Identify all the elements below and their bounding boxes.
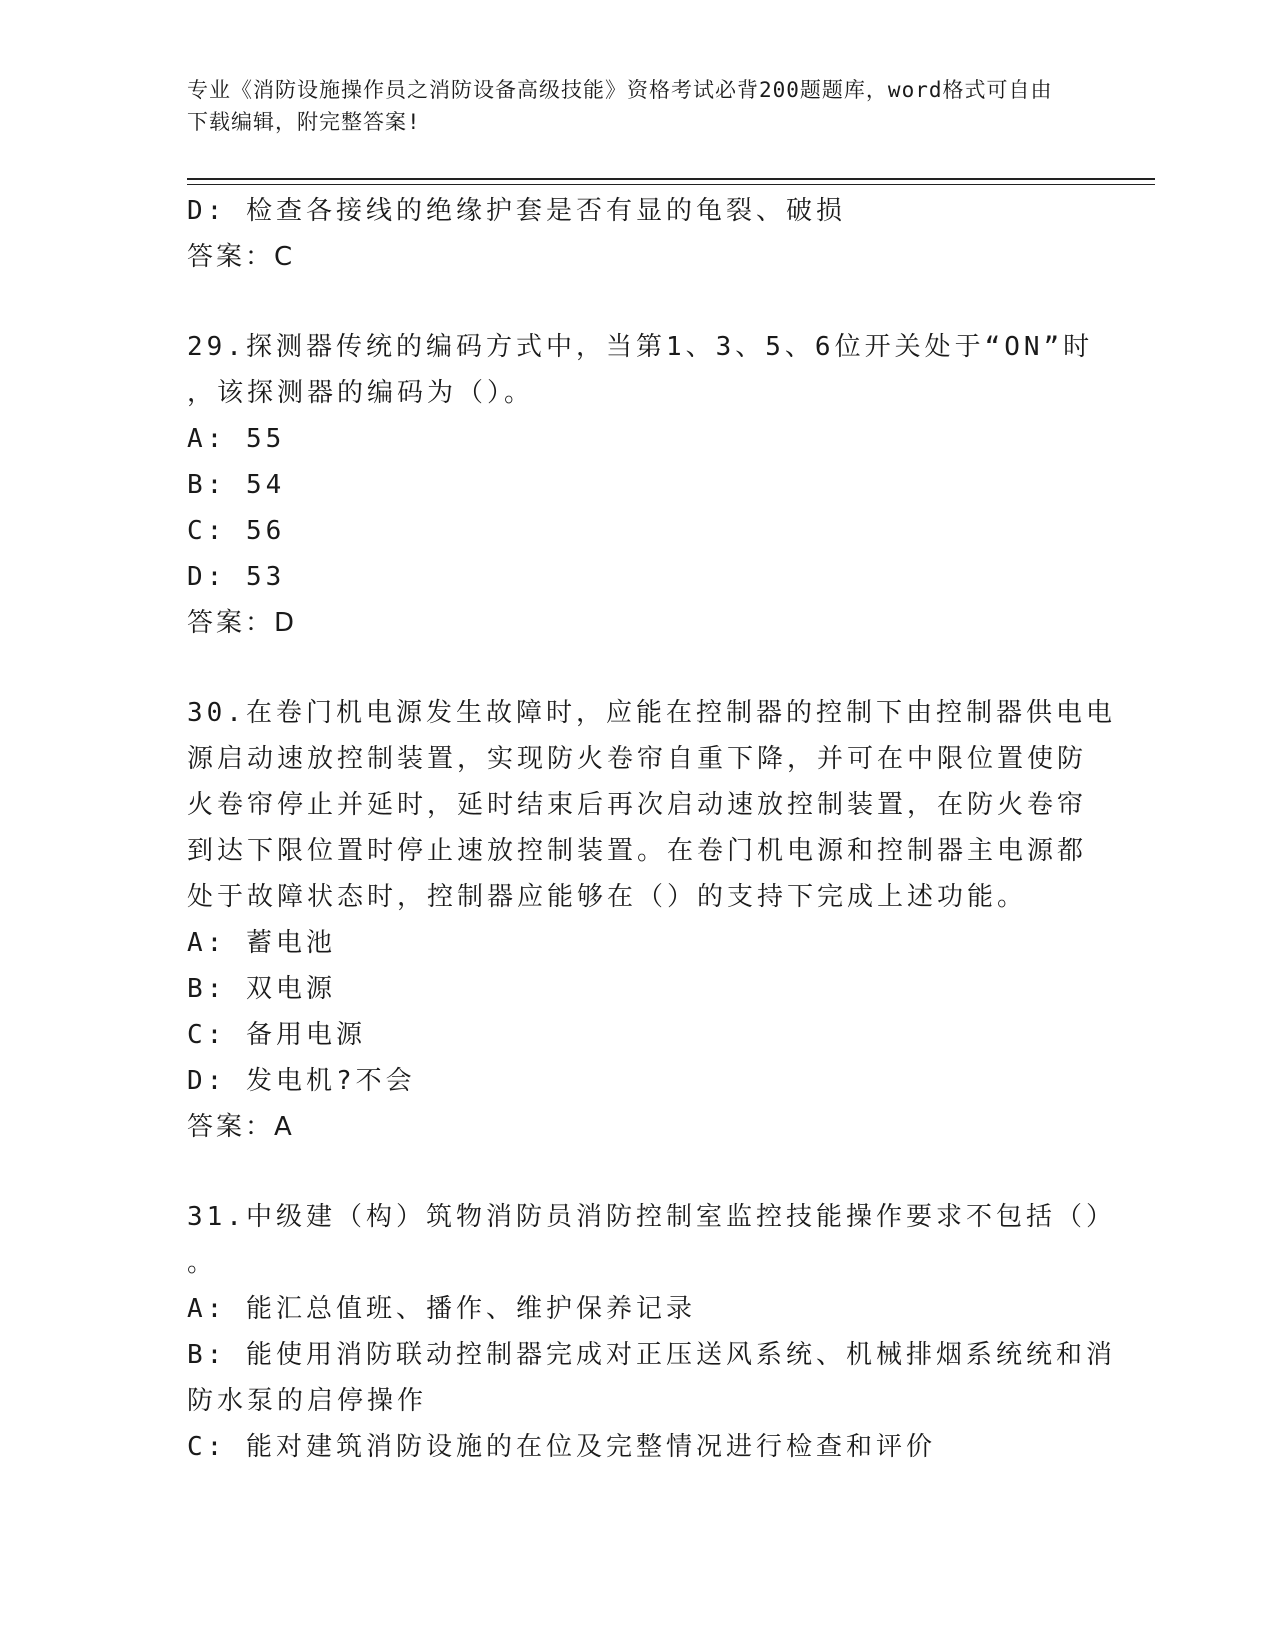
option-c: C: 56 [187, 516, 286, 546]
option-a: A: 55 [187, 424, 286, 454]
question-stem-line: 30.在卷门机电源发生故障时，应能在控制器的控制下由控制器供电电 [187, 698, 1116, 728]
question-stem-line: 到达下限位置时停止速放控制装置。在卷门机电源和控制器主电源都 [187, 836, 1088, 866]
question-stem-line: 29.探测器传统的编码方式中，当第1、3、5、6位开关处于“ON”时 [187, 332, 1094, 362]
question-stem-line: ，该探测器的编码为（）。 [187, 378, 535, 408]
option-d: D: 检查各接线的绝缘护套是否有显的龟裂、破损 [187, 196, 846, 226]
option-c: C: 能对建筑消防设施的在位及完整情况进行检查和评价 [187, 1432, 936, 1462]
question-stem-line: 火卷帘停止并延时，延时结束后再次启动速放控制装置，在防火卷帘 [187, 790, 1088, 820]
question-stem-line: 。 [187, 1248, 218, 1278]
option-d: D: 发电机?不会 [187, 1066, 416, 1096]
answer: 答案：D [187, 608, 298, 638]
answer: 答案：C [187, 242, 296, 272]
document-body [187, 188, 1116, 1470]
option-a: A: 能汇总值班、播作、维护保养记录 [187, 1294, 696, 1324]
question-31 [187, 1194, 1116, 1470]
option-b: B: 54 [187, 470, 286, 500]
question-29 [187, 324, 1094, 646]
option-b: B: 双电源 [187, 974, 336, 1004]
question-28 [187, 188, 1087, 280]
question-stem-line: 处于故障状态时，控制器应能够在（）的支持下完成上述功能。 [187, 882, 1028, 912]
option-a: A: 蓄电池 [187, 928, 336, 958]
option-c: C: 备用电源 [187, 1020, 366, 1050]
question-30 [187, 690, 1116, 1150]
page-header: 专业《消防设施操作员之消防设备高级技能》资格考试必背200题题库，word格式可自由下载编辑，附完整答案! [187, 78, 1053, 134]
question-stem-line: 源启动速放控制装置，实现防火卷帘自重下降，并可在中限位置使防 [187, 744, 1088, 774]
header-divider-thick [187, 178, 1155, 180]
option-d: D: 53 [187, 562, 286, 592]
option-b: B: 能使用消防联动控制器完成对正压送风系统、机械排烟系统统和消 [187, 1340, 1116, 1370]
answer: 答案：A [187, 1112, 295, 1142]
header-divider-thin [187, 184, 1155, 185]
question-stem-line: 31.中级建（构）筑物消防员消防控制室监控技能操作要求不包括（） [187, 1202, 1116, 1232]
option-b-continued: 防水泵的启停操作 [187, 1386, 428, 1416]
